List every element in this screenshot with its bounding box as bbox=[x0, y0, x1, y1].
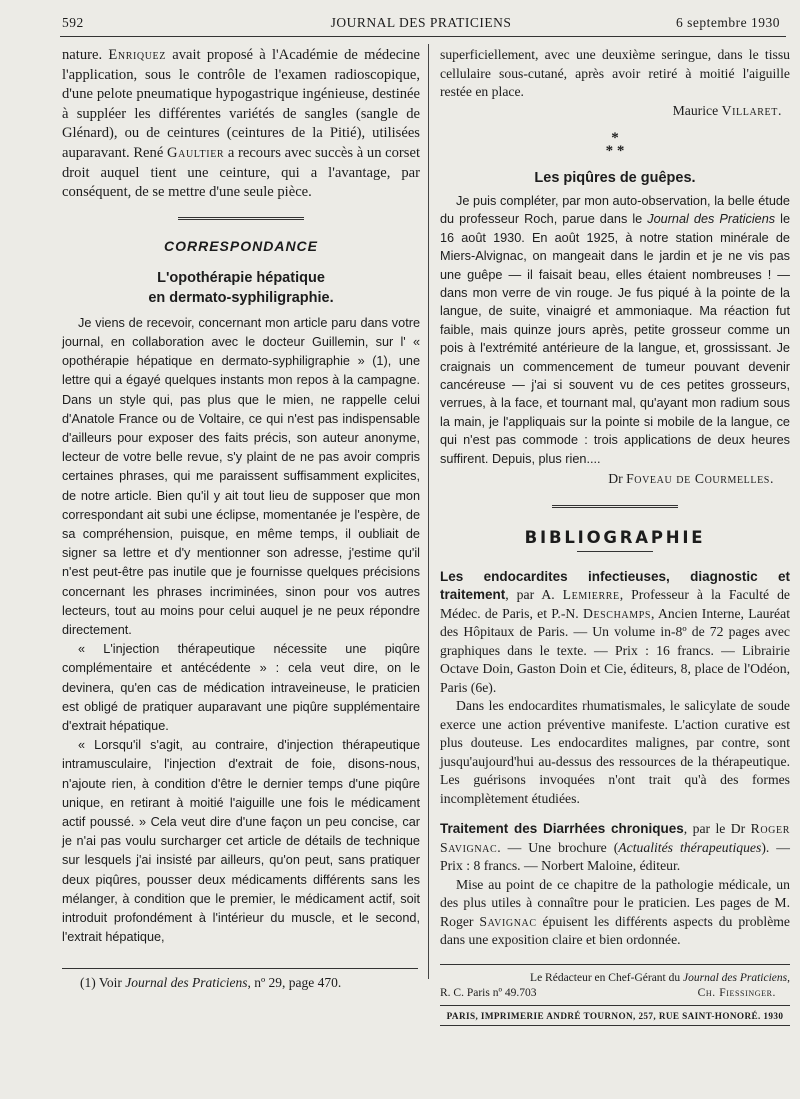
book-review: Dans les endocardites rhumatismales, le salicylate de soude exerce une action préventive manifeste. L'action curative est plus douteuse. Les endocardites malignes, par contre, sont jusqu'aujourd'hui au-dessus des ressources de la thérapeutique. Les guérisons invoquées n'ont trait qu'à des formes incomplètement étudiées. bbox=[440, 698, 790, 806]
footnote-rule bbox=[62, 968, 418, 969]
signature: Maurice Villaret. bbox=[672, 102, 782, 118]
intro-paragraph: nature. Enriquez avait proposé à l'Académie de médecine l'application, sous le contrôle de l'examen radioscopique, d'une pelote pneumatique hypogastrique ingénieuse, destinée à suppléer les différentes variétés de sangles (sangle de Glénard), ou de ceintures (ceintures de la Pitié), utilisées auparavant. René Gaultier a recours avec succès à un corset droit auquel tient une ceinture, qui a l'avantage, par conséquent, de se mettre d'une seule pièce. bbox=[62, 47, 420, 201]
running-header bbox=[62, 12, 780, 32]
article-paragraph: Je viens de recevoir, concernant mon article paru dans votre journal, en collaboration avec le docteur Guillemin, sur l' « opothérapie hépatique en dermato-syphiligraphie » (1), une lettre qui a égayé quelques instants mon repos à la campagne. Dans un style qui, pas plus que le mien, ne rappelle celui d'Anatole France ou de Voltaire, ce qui n'est pas indispensable d'ailleurs pour exposer des faits précis, son auteur anonyme, lecteur de votre belle revue, s'y plaint de ne pas avoir compris certaines phrases, qui me paraissent suffisamment explicites, de notre article. Bien qu'il y ait tout lieu de supposer que mon correspondant ait subi une éclipse, momentanée je l'espère, de sa compréhension, puisque, en même temps, il oubliait de signer sa lettre et d'y mentionner son adresse, j'estime qu'il n'est peut-être pas inutile que je fournisse quelques précisions concernant les phrases incriminées, sinon pour vos autres lecteurs, tout au moins pour celui auquel je ne peux répondre directement. bbox=[62, 315, 420, 637]
signature: Dr Foveau de Courmelles. bbox=[608, 471, 774, 487]
issue-date: 6 septembre 1930 bbox=[676, 15, 780, 30]
printer-line: PARIS, IMPRIMERIE ANDRÉ TOURNON, 257, RUE SAINT-HONORÉ. 1930 bbox=[446, 1010, 784, 1021]
author-name: Gaultier bbox=[166, 144, 225, 161]
left-column bbox=[62, 46, 420, 947]
book-entry: Les endocardites infectieuses, diagnostic et traitement, par A. Lemierre, Professeur à la Faculté de Médec. de Paris, et P.-N. Deschamps, Ancien Interne, Lauréat des Hôpitaux de Paris. — Un volume in-8º de 72 pages avec graphiques dans le texte. — Prix : 16 francs. — Librairie Octave Doin, Gaston Doin et Cie, éditeurs, 8, place de l'Odéon, Paris (6e). bbox=[440, 568, 791, 695]
article-paragraph: « Lorsqu'il s'agit, au contraire, d'injection thérapeutique intramusculaire, l'injection d'extrait de foie, disons-nous, n'ajoute rien, à condition d'être le dernier temps d'une piqûre unique, en retirant à moitié l'aiguille une fois le médicament actif poussé. » Cela veut dire d'une façon un peu concise, car je n'ai pas voulu surcharger cet article de détails de technique sur lesquels j'ai insisté par ailleurs, qu'on peut, sans pratiquer deux piqûres, pousser deux médicaments différents sans les mélanger, à condition que le premier, le médicament actif, soit introduit profondément à l'intérieur du muscle, et le second, l'extrait hépatique, bbox=[62, 738, 420, 945]
column-divider bbox=[428, 44, 429, 979]
article-title: L'opothérapie hépatique en dermato-syphiligraphie. bbox=[148, 269, 334, 306]
page-number: 592 bbox=[62, 15, 84, 30]
credits-rule bbox=[440, 1025, 790, 1026]
right-column bbox=[440, 46, 790, 1026]
editor-name: Ch. Fiessinger. bbox=[697, 986, 776, 999]
book-entry: Traitement des Diarrhées chroniques, par le Dr Roger Savignac. — Une brochure (Actualités thérapeutiques). — Prix : 8 francs. — Norbert Maloine, éditeur. bbox=[440, 821, 790, 874]
trade-register: R. C. Paris nº 49.703 bbox=[440, 986, 537, 999]
header-rule bbox=[60, 36, 786, 37]
footnote: (1) Voir Journal des Praticiens, nº 29, page 470. bbox=[80, 975, 342, 990]
journal-title: JOURNAL DES PRATICIENS bbox=[330, 15, 512, 30]
section-title: CORRESPONDANCE bbox=[163, 237, 318, 254]
article-paragraph: « L'injection thérapeutique nécessite une piqûre complémentaire et antécédente » : cela veut dire, on le devinera, qu'en cas de médication intraveineuse, le praticien est obligé de pratiquer auparavant une piqûre supplémentaire d'extrait hépatique. bbox=[62, 642, 420, 734]
asterism: * * * bbox=[605, 130, 625, 159]
book-review: Mise au point de ce chapitre de la pathologie médicale, un des plus utiles à connaître pour le praticien. Les pages de M. Roger Savignac épuisent les différents aspects du problème dans une exposition claire et bien ordonnée. bbox=[440, 876, 791, 948]
author-name: Enriquez bbox=[108, 47, 166, 63]
article-paragraph: Je puis compléter, par mon auto-observation, la belle étude du professeur Roch, parue dans le Journal des Praticiens le 16 août 1930. En août 1925, à notre station minérale de Miers-Alvignac, on mangeait dans le jardin et je ne vis pas une guêpe — il faisait beau, elles étaient nombreuses ! — dans mon verre de vin rouge. Je fus piqué à la pointe de la langue, de suite, vinaigré et ammoniaque. Ma réaction fut faible, mais quinze jours après, petite grosseur comme un pois à l'extrémité antérieure de la langue, et, grossissant. Je craignais un commencement de tumeur pouvant devenir cancéreuse — j'ai si souvent vu de ces petites grosseurs, verrues, à la face, et tournant mal, qu'ayant mon radium sous la main, je l'appliquais sur la pointe si mobile de la langue, ce qui n'est pas commode : trois applications de deux heures suffirent. Depuis, plus rien.... bbox=[440, 194, 791, 466]
continuation-paragraph: superficiellement, avec une deuxième seringue, dans le tissu cellulaire sous-cutané, après avoir retiré à moitié l'aiguille restée en place. bbox=[440, 47, 790, 99]
section-title: BIBLIOGRAPHIE bbox=[524, 527, 706, 547]
editor-credit: Le Rédacteur en Chef-Gérant du Journal des Praticiens, R. C. Paris nº 49.703 Ch. Fiessinger. bbox=[440, 971, 790, 999]
article-title: Les piqûres de guêpes. bbox=[534, 170, 696, 186]
